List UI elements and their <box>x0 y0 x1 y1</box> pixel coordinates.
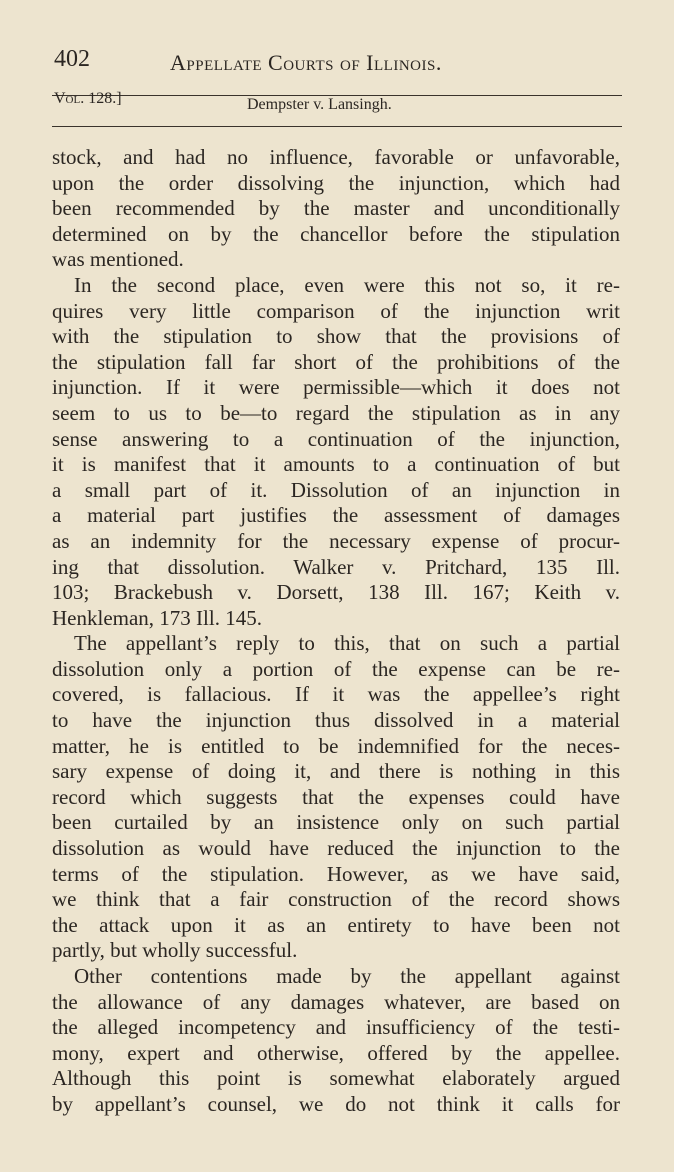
text-line: Henkleman, 173 Ill. 145. <box>52 605 262 630</box>
paragraph <box>52 631 620 964</box>
text-line: to have the injunction thus dissolved in a material <box>52 708 620 733</box>
body-text <box>52 145 620 1118</box>
text-line: the stipulation fall far short of the prohibitions of the <box>52 349 620 374</box>
text-line: record which suggests that the expenses could have <box>52 784 620 809</box>
text-line: as an indemnity for the necessary expense of procur- <box>52 528 620 553</box>
text-line: a small part of it. Dissolution of an injunction in <box>52 477 620 502</box>
text-line: it is manifest that it amounts to a continuation of but <box>52 452 620 477</box>
text-line: stock, and had no influence, favorable or unfavorable, <box>52 145 620 169</box>
text-line: ing that dissolution. Walker v. Pritchard, 135 Ill. <box>52 554 620 579</box>
text-line: partly, but wholly successful. <box>52 938 298 963</box>
text-line: the allowance of any damages whatever, are based on <box>52 989 620 1014</box>
text-line: dissolution as would have reduced the injunction to the <box>52 836 620 861</box>
text-line: by appellant’s counsel, we do not think it calls for <box>52 1091 620 1116</box>
text-line: terms of the stipulation. However, as we have said, <box>52 861 620 886</box>
text-line: Although this point is somewhat elaborately argued <box>52 1066 620 1091</box>
text-line: mony, expert and otherwise, offered by the appellee. <box>52 1040 620 1065</box>
case-title: Dempster v. Lansingh. <box>247 96 392 113</box>
text-line: Other contentions made by the appellant against <box>74 964 620 988</box>
text-line: the alleged incompetency and insufficiency of the testi- <box>52 1015 620 1040</box>
header-rule-bottom <box>52 126 622 127</box>
text-line: with the stipulation to show that the provisions of <box>52 324 620 349</box>
text-line: we think that a fair construction of the record shows <box>52 887 620 912</box>
text-line: a material part justifies the assessment of damages <box>52 503 620 528</box>
text-line: the attack upon it as an entirety to have been not <box>52 912 620 937</box>
text-line: sary expense of doing it, and there is nothing in this <box>52 759 620 784</box>
text-line: sense answering to a continuation of the injunction, <box>52 426 620 451</box>
text-line: upon the order dissolving the injunction, which had <box>52 170 620 195</box>
text-line: determined on by the chancellor before the stipulation <box>52 221 620 246</box>
text-line: In the second place, even were this not so, it re- <box>74 272 620 297</box>
text-line: The appellant’s reply to this, that on such a partial <box>74 631 620 656</box>
text-line: injunction. If it were permissible—which it does not <box>52 375 620 400</box>
text-line: 103; Brackebush v. Dorsett, 138 Ill. 167; Keith v. <box>52 580 620 605</box>
running-title: Appellate Courts of Illinois. <box>170 50 442 75</box>
paragraph <box>52 964 620 1118</box>
page-number: 402 <box>54 46 90 72</box>
text-line: quires very little comparison of the injunction writ <box>52 298 620 323</box>
text-line: dissolution only a portion of the expense can be re- <box>52 656 620 681</box>
paragraph <box>52 145 620 273</box>
text-line: matter, he is entitled to be indemnified for the neces- <box>52 733 620 758</box>
paragraph <box>52 273 620 631</box>
text-line: seem to us to be—to regard the stipulation as in any <box>52 400 620 425</box>
text-line: covered, is fallacious. If it was the appellee’s right <box>52 682 620 707</box>
volume-label: Vol. 128.] <box>54 90 122 107</box>
text-line: been recommended by the master and unconditionally <box>52 196 620 221</box>
text-line: been curtailed by an insistence only on such partial <box>52 810 620 835</box>
text-line: was mentioned. <box>52 247 184 272</box>
